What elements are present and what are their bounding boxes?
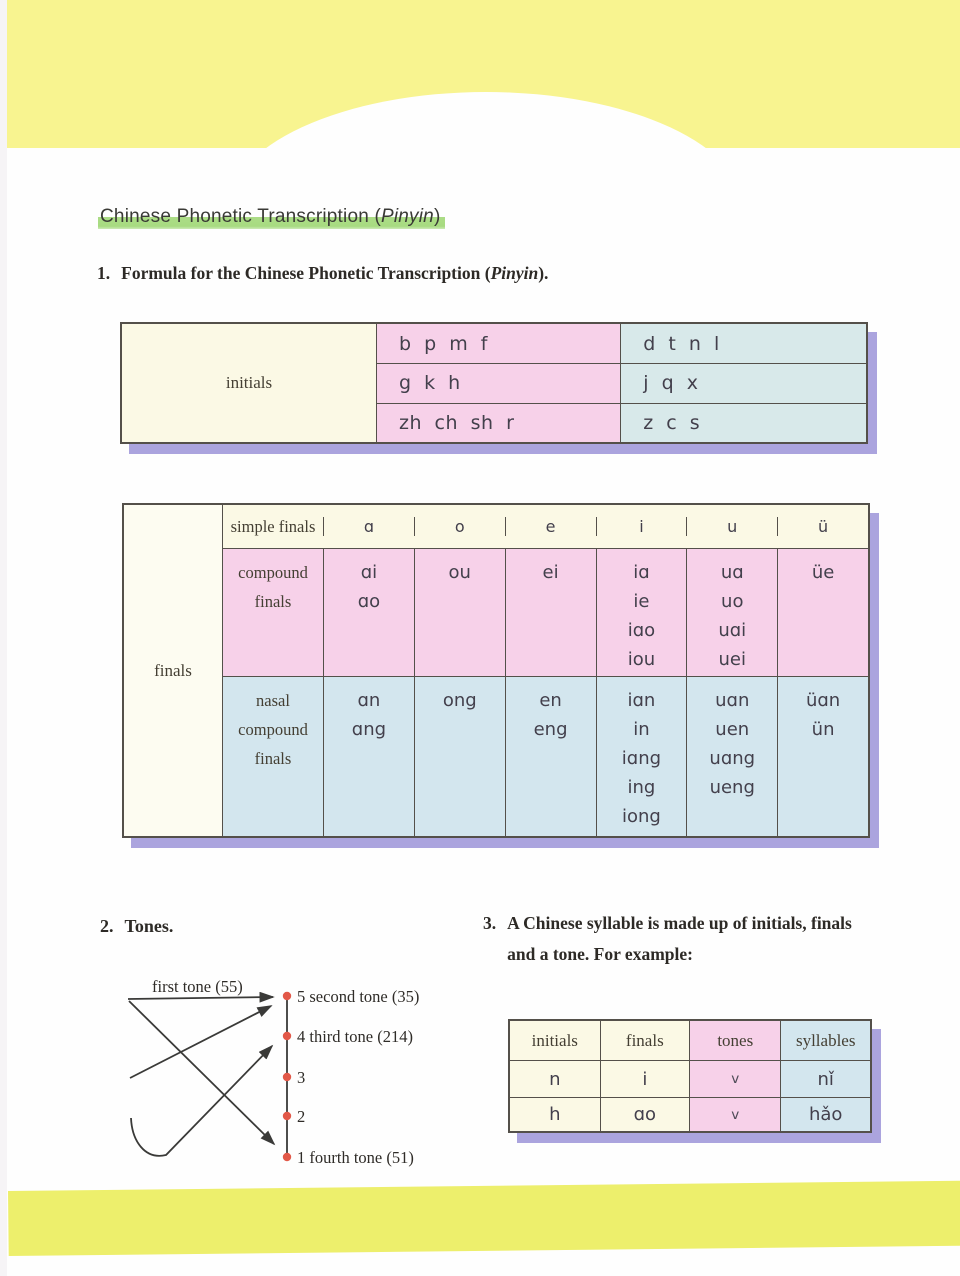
tone-dot-4 — [283, 1032, 291, 1040]
tone-level-4-label: 4 third tone (214) — [297, 1027, 413, 1046]
initials-cell-gkh: g k h — [377, 363, 620, 402]
compound-col-o: ou — [414, 549, 505, 676]
finals-table-label: finals — [124, 505, 223, 836]
nasal-col-u: uɑn uen uɑng ueng — [686, 677, 777, 836]
finals-table — [122, 503, 870, 838]
left-edge-strip — [0, 0, 7, 1276]
initials-table — [120, 322, 868, 444]
compound-col-i: iɑ ie iɑo iou — [596, 549, 687, 676]
nasal-finals-row — [223, 676, 868, 836]
first-tone-arrow — [128, 997, 273, 999]
page-title-italic: Pinyin — [380, 206, 434, 227]
syllables-header-finals: finals — [600, 1021, 690, 1060]
finals-table-body — [223, 505, 868, 836]
syllables-header-initials: initials — [510, 1021, 600, 1060]
syllable-row1-initial: n — [510, 1060, 600, 1097]
simple-final-u: u — [686, 517, 777, 536]
section2-title: Tones. — [124, 916, 174, 936]
section3-heading — [483, 908, 883, 970]
tone-level-1-label: 1 fourth tone (51) — [297, 1148, 414, 1167]
compound-col-v: üe — [777, 549, 868, 676]
compound-col-a: ɑi ɑo — [323, 549, 414, 676]
page-title-text: Chinese Phonetic Transcription ( — [100, 206, 381, 227]
syllable-row2-syllable: hǎo — [780, 1097, 870, 1131]
initials-cell-bpmf: b p m f — [377, 324, 620, 363]
nasal-col-a: ɑn ɑng — [323, 677, 414, 836]
nasal-col-i: iɑn in iɑng ing iong — [596, 677, 687, 836]
simple-finals-row — [223, 505, 868, 548]
tone-dot-5 — [283, 992, 291, 1000]
compound-finals-label: compound finals — [238, 563, 308, 611]
syllables-header-syllables: syllables — [780, 1021, 870, 1060]
tone-level-2-label: 2 — [297, 1107, 306, 1126]
section2-number: 2. — [100, 916, 114, 936]
syllable-row2-tone: v — [689, 1097, 780, 1131]
section3-number: 3. — [483, 913, 497, 933]
tone-level-5-label: 5 second tone (35) — [297, 987, 420, 1006]
syllable-row1-syllable: nǐ — [780, 1060, 870, 1097]
initials-cell-jqx: j q x — [620, 363, 866, 402]
initials-cell-zhchshr: zh ch sh r — [377, 403, 620, 442]
simple-final-i: i — [596, 517, 687, 536]
syllable-row2-initial: h — [510, 1097, 600, 1131]
initials-table-grid — [377, 324, 866, 442]
third-tone-arrow — [131, 1046, 272, 1156]
section2-heading — [100, 916, 173, 937]
section1-number: 1. — [97, 263, 111, 283]
fourth-tone-arrow — [129, 1001, 274, 1144]
compound-col-u: uɑ uo uɑi uei — [686, 549, 777, 676]
nasal-col-o: ong — [414, 677, 505, 836]
syllable-row2-final: ɑo — [600, 1097, 690, 1131]
section1-text: Formula for the Chinese Phonetic Transcription (Pinyin). — [121, 263, 549, 283]
syllable-row1-final: i — [600, 1060, 690, 1097]
nasal-col-v: üɑn ün — [777, 677, 868, 836]
simple-final-v: ü — [777, 517, 868, 536]
initials-cell-dtnl: d t n l — [620, 324, 866, 363]
simple-final-a: ɑ — [323, 517, 414, 536]
compound-finals-row — [223, 548, 868, 676]
nasal-col-e: en eng — [505, 677, 596, 836]
section1-heading — [97, 263, 548, 284]
tone-dot-1 — [283, 1153, 291, 1161]
compound-col-e: ei — [505, 549, 596, 676]
tone-dot-2 — [283, 1112, 291, 1120]
second-tone-arrow — [130, 1006, 271, 1078]
nasal-finals-label: nasal compound finals — [238, 691, 308, 768]
syllables-header-tones: tones — [689, 1021, 780, 1060]
syllables-table — [508, 1019, 872, 1133]
section3-text: A Chinese syllable is made up of initials, finals and a tone. For example: — [507, 913, 852, 964]
simple-finals-label: simple finals — [230, 516, 316, 536]
bottom-yellow-band — [8, 1180, 960, 1256]
initials-cell-zcs: z c s — [620, 403, 866, 442]
simple-final-o: o — [414, 517, 505, 536]
simple-final-e: e — [505, 517, 596, 536]
initials-table-label: initials — [122, 324, 377, 442]
first-tone-label: first tone (55) — [152, 977, 243, 996]
page-title-close: ) — [433, 206, 441, 227]
page-title — [98, 206, 445, 228]
syllable-row1-tone: v — [689, 1060, 780, 1097]
tone-dot-3 — [283, 1073, 291, 1081]
tone-level-3-label: 3 — [297, 1068, 306, 1087]
